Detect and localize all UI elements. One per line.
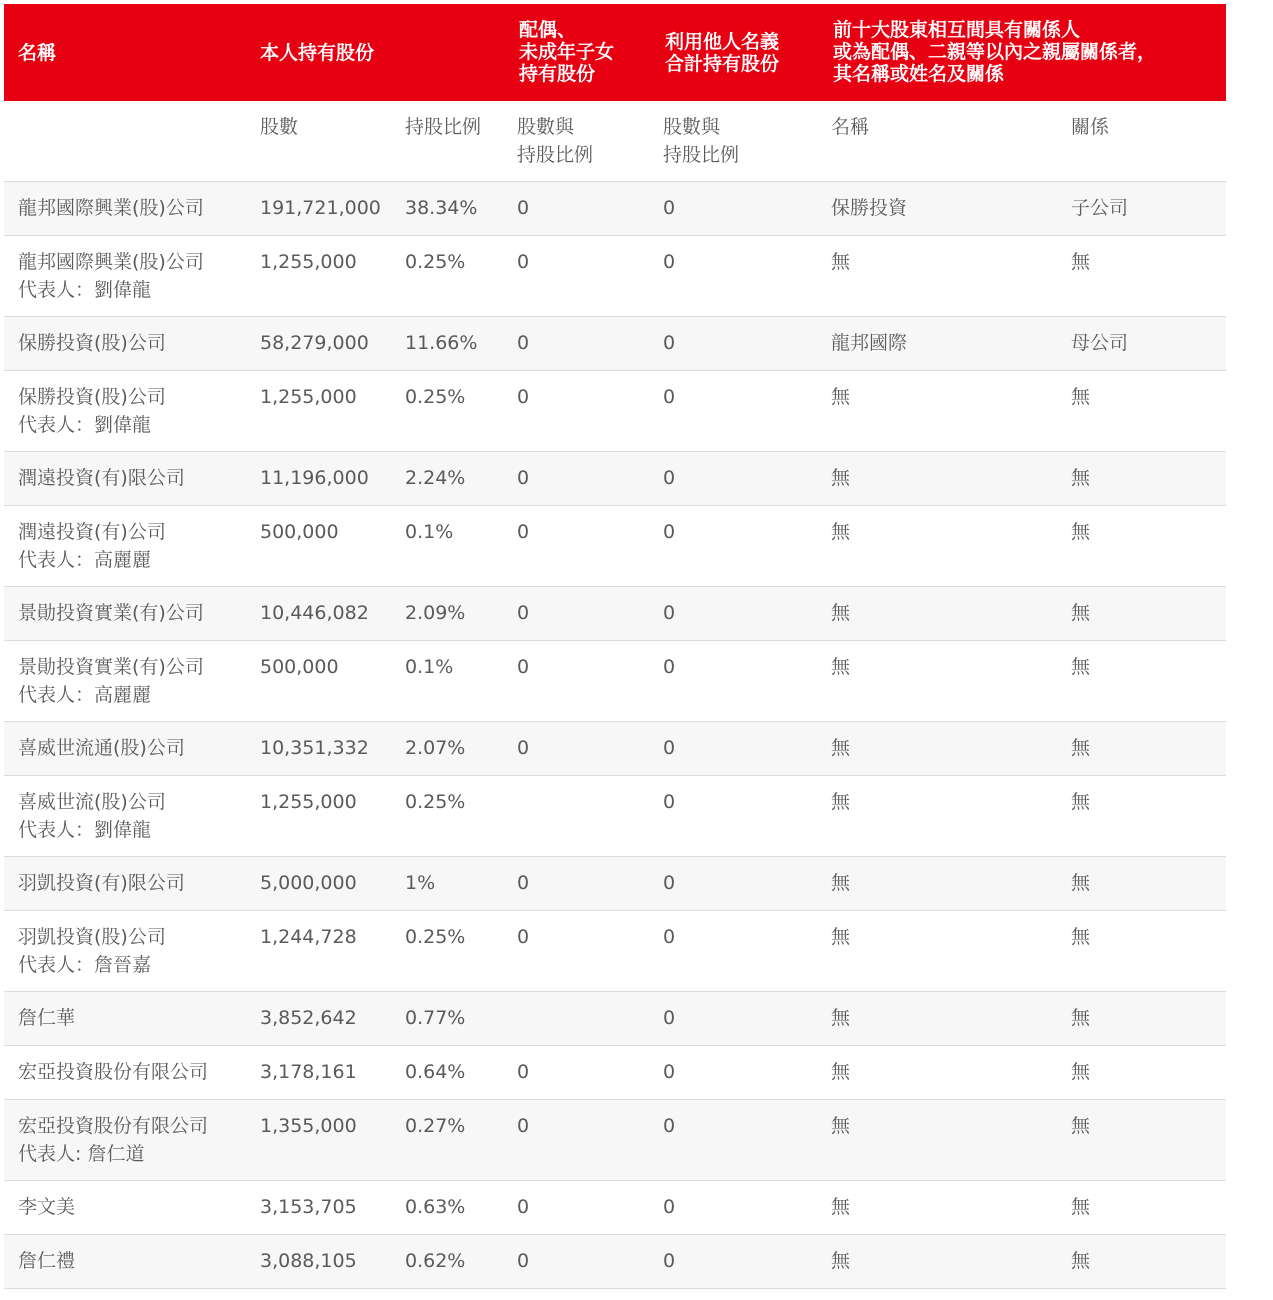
- cell-spouse: 0: [517, 602, 530, 624]
- cell-shares: 500,000: [260, 656, 339, 678]
- cell-ratio: 0.1%: [405, 521, 454, 543]
- table-row: [4, 1181, 1226, 1235]
- cell-name: [18, 1004, 75, 1032]
- header-spouse-line: 配偶、: [519, 19, 577, 41]
- table-row: [4, 506, 1226, 587]
- subheader-ratio: 持股比例: [405, 116, 482, 138]
- cell-shares: 1,255,000: [260, 251, 357, 273]
- cell-name-line: 李文美: [18, 1196, 76, 1218]
- shareholder-table: [4, 4, 1226, 1289]
- header-nominee: [665, 31, 779, 75]
- cell-related-name: 無: [831, 251, 851, 273]
- cell-shares: 10,446,082: [260, 602, 369, 624]
- cell-nominee: 0: [663, 1115, 676, 1137]
- table-row: [4, 587, 1226, 641]
- cell-relation: 無: [1071, 467, 1091, 489]
- cell-nominee: 0: [663, 872, 676, 894]
- cell-spouse: 0: [517, 197, 530, 219]
- cell-shares: 3,153,705: [260, 1196, 357, 1218]
- header-related-line: 或為配偶、二親等以內之親屬關係者，: [833, 41, 1157, 63]
- cell-shares: 58,279,000: [260, 332, 369, 354]
- cell-relation: 無: [1071, 386, 1091, 408]
- cell-spouse: 0: [517, 1196, 530, 1218]
- cell-spouse: 0: [517, 1061, 530, 1083]
- cell-nominee: 0: [663, 386, 676, 408]
- cell-ratio: 0.25%: [405, 926, 466, 948]
- cell-nominee: 0: [663, 926, 676, 948]
- cell-representative-line: 代表人: 詹仁道: [18, 1143, 145, 1165]
- cell-name: [18, 734, 185, 762]
- cell-spouse: 0: [517, 521, 530, 543]
- cell-shares: 1,255,000: [260, 791, 357, 813]
- cell-name-line: 羽凱投資(股)公司: [18, 926, 166, 948]
- subheader-shares: 股數: [260, 116, 299, 138]
- cell-ratio: 2.07%: [405, 737, 466, 759]
- cell-ratio: 0.62%: [405, 1250, 466, 1272]
- cell-representative-line: 代表人：劉偉龍: [18, 279, 152, 301]
- cell-name: [18, 383, 166, 439]
- subheader-spouse-line: 股數與: [517, 116, 575, 138]
- cell-name: [18, 248, 204, 304]
- cell-name-line: 詹仁禮: [18, 1250, 76, 1272]
- cell-name: [18, 923, 166, 979]
- cell-spouse: 0: [517, 656, 530, 678]
- cell-ratio: 0.25%: [405, 251, 466, 273]
- header-related: [833, 19, 1156, 85]
- subheader-spouse-line: 持股比例: [517, 144, 594, 166]
- cell-relation: 無: [1071, 926, 1091, 948]
- cell-nominee: 0: [663, 791, 676, 813]
- cell-nominee: 0: [663, 467, 676, 489]
- cell-name-line: 龍邦國際興業(股)公司: [18, 197, 204, 219]
- cell-shares: 500,000: [260, 521, 339, 543]
- table-row: [4, 1235, 1226, 1289]
- cell-nominee: 0: [663, 1250, 676, 1272]
- table-row: [4, 857, 1226, 911]
- cell-related-name: 保勝投資: [831, 197, 908, 219]
- cell-related-name: 無: [831, 926, 851, 948]
- header-name: 名稱: [18, 42, 57, 64]
- cell-spouse: 0: [517, 737, 530, 759]
- cell-name-line: 保勝投資(股)公司: [18, 332, 166, 354]
- cell-spouse: 0: [517, 332, 530, 354]
- header-spouse-line: 未成年子女: [519, 41, 615, 63]
- table-body: [4, 182, 1226, 1289]
- header-related-line: 前十大股東相互間具有關係人: [833, 19, 1081, 41]
- header-nominee-line: 利用他人名義: [665, 31, 780, 53]
- cell-name-line: 龍邦國際興業(股)公司: [18, 251, 204, 273]
- subheader-nominee-line: 股數與: [663, 116, 721, 138]
- cell-name: [18, 1058, 208, 1086]
- cell-shares: 1,255,000: [260, 386, 357, 408]
- header-own-shares: 本人持有股份: [260, 42, 375, 64]
- cell-relation: 無: [1071, 791, 1091, 813]
- cell-related-name: 無: [831, 467, 851, 489]
- cell-ratio: 0.77%: [405, 1007, 466, 1029]
- header-nominee-line: 合計持有股份: [665, 53, 780, 75]
- cell-nominee: 0: [663, 1196, 676, 1218]
- table-subheader: [4, 101, 1226, 182]
- table-row: [4, 722, 1226, 776]
- cell-name-line: 羽凱投資(有)限公司: [18, 872, 185, 894]
- cell-name: [18, 1247, 75, 1275]
- cell-name: [18, 464, 185, 492]
- subheader-relation: 關係: [1071, 116, 1110, 138]
- table-row: [4, 236, 1226, 317]
- cell-related-name: 無: [831, 737, 851, 759]
- cell-relation: 無: [1071, 1115, 1091, 1137]
- cell-name-line: 景勛投資實業(有)公司: [18, 656, 204, 678]
- cell-related-name: 無: [831, 872, 851, 894]
- cell-ratio: 11.66%: [405, 332, 478, 354]
- table-row: [4, 1100, 1226, 1181]
- header-related-line: 其名稱或姓名及關係: [833, 63, 1005, 85]
- subheader-nominee-line: 持股比例: [663, 144, 740, 166]
- cell-name-line: 喜威世流通(股)公司: [18, 737, 185, 759]
- cell-relation: 無: [1071, 1061, 1091, 1083]
- cell-ratio: 0.25%: [405, 791, 466, 813]
- cell-related-name: 無: [831, 386, 851, 408]
- cell-relation: 無: [1071, 251, 1091, 273]
- cell-name: [18, 194, 204, 222]
- cell-name-line: 保勝投資(股)公司: [18, 386, 166, 408]
- cell-nominee: 0: [663, 737, 676, 759]
- table-row: [4, 641, 1226, 722]
- table-row: [4, 1046, 1226, 1100]
- cell-spouse: 0: [517, 926, 530, 948]
- cell-related-name: 無: [831, 1196, 851, 1218]
- cell-relation: 無: [1071, 1007, 1091, 1029]
- cell-nominee: 0: [663, 602, 676, 624]
- cell-ratio: 0.1%: [405, 656, 454, 678]
- cell-ratio: 38.34%: [405, 197, 478, 219]
- cell-related-name: 無: [831, 602, 851, 624]
- cell-related-name: 無: [831, 1061, 851, 1083]
- cell-ratio: 0.64%: [405, 1061, 466, 1083]
- cell-ratio: 2.24%: [405, 467, 466, 489]
- cell-representative-line: 代表人：詹晉嘉: [18, 954, 152, 976]
- cell-shares: 191,721,000: [260, 197, 381, 219]
- cell-name-line: 喜威世流(股)公司: [18, 791, 166, 813]
- cell-related-name: 龍邦國際: [831, 332, 908, 354]
- cell-name: [18, 518, 166, 574]
- cell-representative-line: 代表人：劉偉龍: [18, 819, 152, 841]
- cell-shares: 1,355,000: [260, 1115, 357, 1137]
- table-row: [4, 182, 1226, 236]
- cell-ratio: 0.25%: [405, 386, 466, 408]
- cell-relation: 無: [1071, 602, 1091, 624]
- cell-relation: 無: [1071, 656, 1091, 678]
- cell-related-name: 無: [831, 1250, 851, 1272]
- subheader-spouse: [517, 113, 593, 169]
- cell-nominee: 0: [663, 332, 676, 354]
- cell-representative-line: 代表人：高麗麗: [18, 684, 152, 706]
- table-row: [4, 992, 1226, 1046]
- cell-spouse: 0: [517, 467, 530, 489]
- cell-related-name: 無: [831, 656, 851, 678]
- cell-related-name: 無: [831, 521, 851, 543]
- cell-shares: 10,351,332: [260, 737, 369, 759]
- cell-shares: 3,088,105: [260, 1250, 357, 1272]
- cell-relation: 無: [1071, 1250, 1091, 1272]
- cell-shares: 1,244,728: [260, 926, 357, 948]
- cell-name-line: 宏亞投資股份有限公司: [18, 1115, 209, 1137]
- cell-name: [18, 599, 204, 627]
- cell-nominee: 0: [663, 521, 676, 543]
- cell-spouse: 0: [517, 251, 530, 273]
- cell-name: [18, 1112, 208, 1168]
- subheader-nominee: [663, 113, 739, 169]
- header-spouse: [519, 19, 614, 85]
- cell-nominee: 0: [663, 197, 676, 219]
- cell-spouse: 0: [517, 386, 530, 408]
- cell-name: [18, 869, 185, 897]
- table-row: [4, 452, 1226, 506]
- cell-ratio: 1%: [405, 872, 436, 894]
- cell-name: [18, 653, 204, 709]
- cell-name-line: 景勛投資實業(有)公司: [18, 602, 204, 624]
- table-row: [4, 317, 1226, 371]
- cell-spouse: 0: [517, 872, 530, 894]
- cell-representative-line: 代表人：劉偉龍: [18, 414, 152, 436]
- table-row: [4, 776, 1226, 857]
- table-row: [4, 911, 1226, 992]
- cell-relation: 母公司: [1071, 332, 1129, 354]
- cell-ratio: 0.27%: [405, 1115, 466, 1137]
- cell-spouse: 0: [517, 1115, 530, 1137]
- cell-name: [18, 329, 166, 357]
- cell-name: [18, 1193, 75, 1221]
- cell-relation: 子公司: [1071, 197, 1129, 219]
- cell-related-name: 無: [831, 1007, 851, 1029]
- cell-relation: 無: [1071, 737, 1091, 759]
- cell-nominee: 0: [663, 656, 676, 678]
- cell-shares: 3,852,642: [260, 1007, 357, 1029]
- cell-ratio: 0.63%: [405, 1196, 466, 1218]
- cell-name-line: 潤遠投資(有)限公司: [18, 467, 185, 489]
- cell-name: [18, 788, 166, 844]
- cell-related-name: 無: [831, 1115, 851, 1137]
- cell-nominee: 0: [663, 1061, 676, 1083]
- cell-relation: 無: [1071, 1196, 1091, 1218]
- cell-name-line: 詹仁華: [18, 1007, 76, 1029]
- cell-name-line: 宏亞投資股份有限公司: [18, 1061, 209, 1083]
- header-spouse-line: 持有股份: [519, 63, 596, 85]
- cell-nominee: 0: [663, 1007, 676, 1029]
- cell-spouse: 0: [517, 1250, 530, 1272]
- cell-relation: 無: [1071, 872, 1091, 894]
- cell-nominee: 0: [663, 251, 676, 273]
- cell-shares: 11,196,000: [260, 467, 369, 489]
- table-header: [4, 4, 1226, 101]
- cell-shares: 5,000,000: [260, 872, 357, 894]
- table-row: [4, 371, 1226, 452]
- subheader-rel-name: 名稱: [831, 116, 870, 138]
- cell-shares: 3,178,161: [260, 1061, 357, 1083]
- cell-related-name: 無: [831, 791, 851, 813]
- cell-name-line: 潤遠投資(有)公司: [18, 521, 166, 543]
- cell-representative-line: 代表人：高麗麗: [18, 549, 152, 571]
- cell-relation: 無: [1071, 521, 1091, 543]
- cell-ratio: 2.09%: [405, 602, 466, 624]
